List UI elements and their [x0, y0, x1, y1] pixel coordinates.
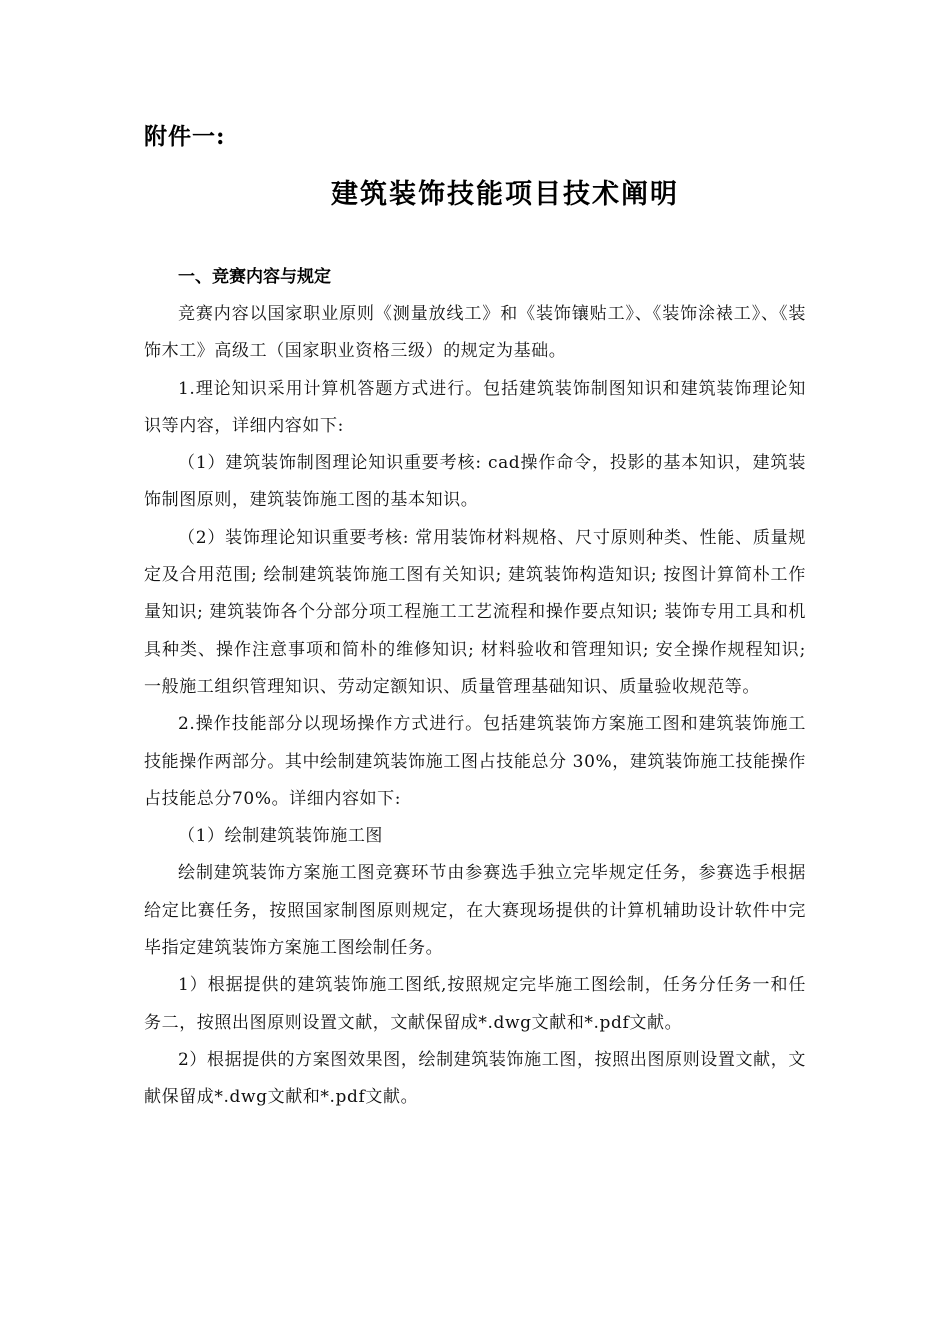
- paragraph: 1）根据提供的建筑装饰施工图纸,按照规定完毕施工图绘制，任务分任务一和任务二，按照出图原则设置文献，文献保留成*.dwg文献和*.pdf文献。: [144, 975, 806, 1033]
- document-body: [144, 296, 806, 1117]
- paragraph: 竞赛内容以国家职业原则《测量放线工》和《装饰镶贴工》、《装饰涂裱工》、《装饰木工》高级工（国家职业资格三级）的规定为基础。: [144, 304, 806, 362]
- paragraph: （1）绘制建筑装饰施工图: [178, 826, 384, 847]
- paragraph: 绘制建筑装饰方案施工图竞赛环节由参赛选手独立完毕规定任务，参赛选手根据给定比赛任务，按照国家制图原则规定，在大赛现场提供的计算机辅助设计软件中完毕指定建筑装饰方案施工图绘制任务。: [144, 863, 806, 959]
- section-heading: 一、竞赛内容与规定: [178, 267, 331, 287]
- paragraph: 2）根据提供的方案图效果图，绘制建筑装饰施工图，按照出图原则设置文献，文献保留成*.dwg文献和*.pdf文献。: [144, 1049, 806, 1108]
- paragraph: 2.操作技能部分以现场操作方式进行。包括建筑装饰方案施工图和建筑装饰施工技能操作两部分。其中绘制建筑装饰施工图占技能总分 30%，建筑装饰施工技能操作占技能总分70%。详细内容如下:: [144, 714, 806, 809]
- attachment-heading: 附件一:: [144, 123, 226, 150]
- paragraph: （1）建筑装饰制图理论知识重要考核: cad操作命令，投影的基本知识，建筑装饰制图原则，建筑装饰施工图的基本知识。: [144, 453, 806, 511]
- document-title: 建筑装饰技能项目技术阐明: [331, 179, 679, 210]
- paragraph: 1.理论知识采用计算机答题方式进行。包括建筑装饰制图知识和建筑装饰理论知识等内容，详细内容如下:: [144, 378, 806, 436]
- paragraph: （2）装饰理论知识重要考核: 常用装饰材料规格、尺寸原则种类、性能、质量规定及合用范围; 绘制建筑装饰施工图有关知识; 建筑装饰构造知识; 按图计算简朴工作量知识; 建筑装饰各个分部分项工程施工工艺流程和操作要点知识; 装饰专用工具和机具种类、操作注意事项和简朴的维修知识; 材料验收和管理知识; 安全操作规程知识; 一般施工组织管理知识、劳动定额知识、质量管理基础知识、质量验收规范等。: [144, 527, 806, 697]
